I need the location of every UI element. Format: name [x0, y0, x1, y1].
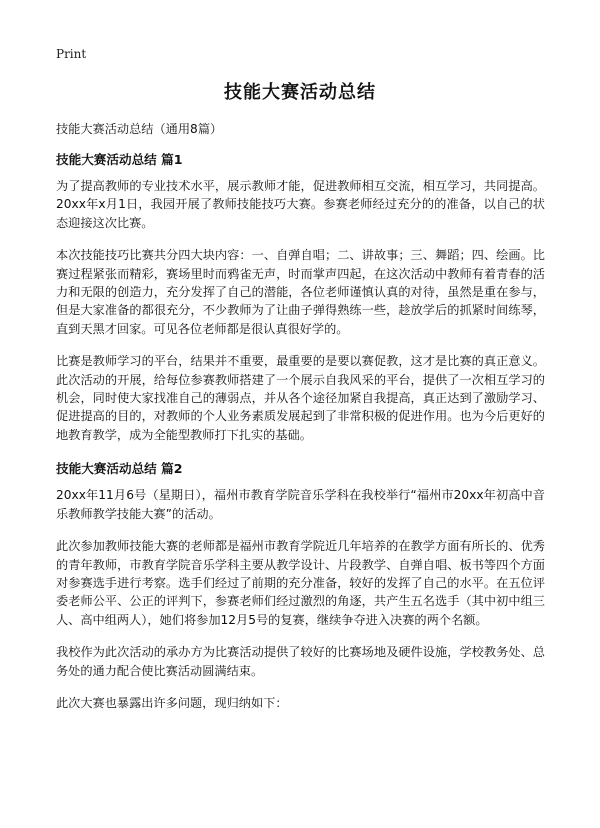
paragraph: 本次技能技巧比赛共分四大块内容：一、自弹自唱；二、讲故事；三、舞蹈；四、绘画。比赛过程紧张而精彩，赛场里时而鸦雀无声，时而掌声四起，在这次活动中教师有着青春的活力和无限的创造力，充分发挥了自己的潜能，各位老师谨慎认真的对待，虽然是重在参与，但是大家准备的都很充分，不少教师为了让曲子弹得熟练一些，趁放学后的抓紧时间练琴，直到天黑才回家。可见各位老师都是很认真很好学的。 — [56, 248, 545, 336]
document-subtitle: 技能大赛活动总结（通用8篇） — [56, 122, 223, 136]
section-heading: 技能大赛活动总结 篇1 — [56, 152, 183, 167]
section-1 — [56, 151, 545, 444]
paragraph: 此次大赛也暴露出许多问题，现归纳如下： — [56, 695, 288, 710]
print-link[interactable]: Print — [56, 47, 87, 61]
paragraph: 此次参加教师技能大赛的老师都是福州市教育学院近几年培养的在教学方面有所长的、优秀的青年教师，市教育学院音乐学科主要从教学设计、片段教学、自弹自唱、板书等四个方面对参赛选手进行考察。选手们经过了前期的充分准备，较好的发挥了自己的水平。在五位评委老师公平、公正的评判下，参赛老师们经过激烈的角逐，共产生五名选手（其中初中组三人、高中组两人），她们将参加12月5号的复赛，继续争夺进入决赛的两个名额。 — [56, 539, 545, 627]
paragraph: 20xx年11月6号（星期日），福州市教育学院音乐学科在我校举行“福州市20xx年初高中音乐教师教学技能大赛”的活动。 — [56, 488, 545, 521]
page-title: 技能大赛活动总结 — [224, 82, 376, 103]
section-heading: 技能大赛活动总结 篇2 — [56, 461, 183, 477]
section-2 — [56, 460, 545, 712]
paragraph: 比赛是教师学习的平台，结果并不重要，最重要的是要以赛促教，这才是比赛的真正意义。此次活动的开展，给每位参赛教师搭建了一个展示自我风采的平台，提供了一次相互学习的机会，同时使大家找准自己的薄弱点，并从各个途径加紧自我提高，真正达到了激励学习、促进提高的目的，对教师的个人业务素质发展起到了非常积极的促进作用。也为今后更好的地教育教学，成为全能型教师打下扎实的基础。 — [56, 354, 545, 442]
paragraph: 为了提高教师的专业技术水平，展示教师才能，促进教师相互交流，相互学习，共同提高。20xx年x月1日，我园开展了教师技能技巧大赛。参赛老师经过充分的的准备，以自己的状态迎接这次比赛。 — [56, 179, 545, 230]
paragraph: 我校作为此次活动的承办方为比赛活动提供了较好的比赛场地及硬件设施，学校教务处、总务处的通力配合使比赛活动圆满结束。 — [56, 645, 545, 678]
document-body — [56, 120, 545, 726]
